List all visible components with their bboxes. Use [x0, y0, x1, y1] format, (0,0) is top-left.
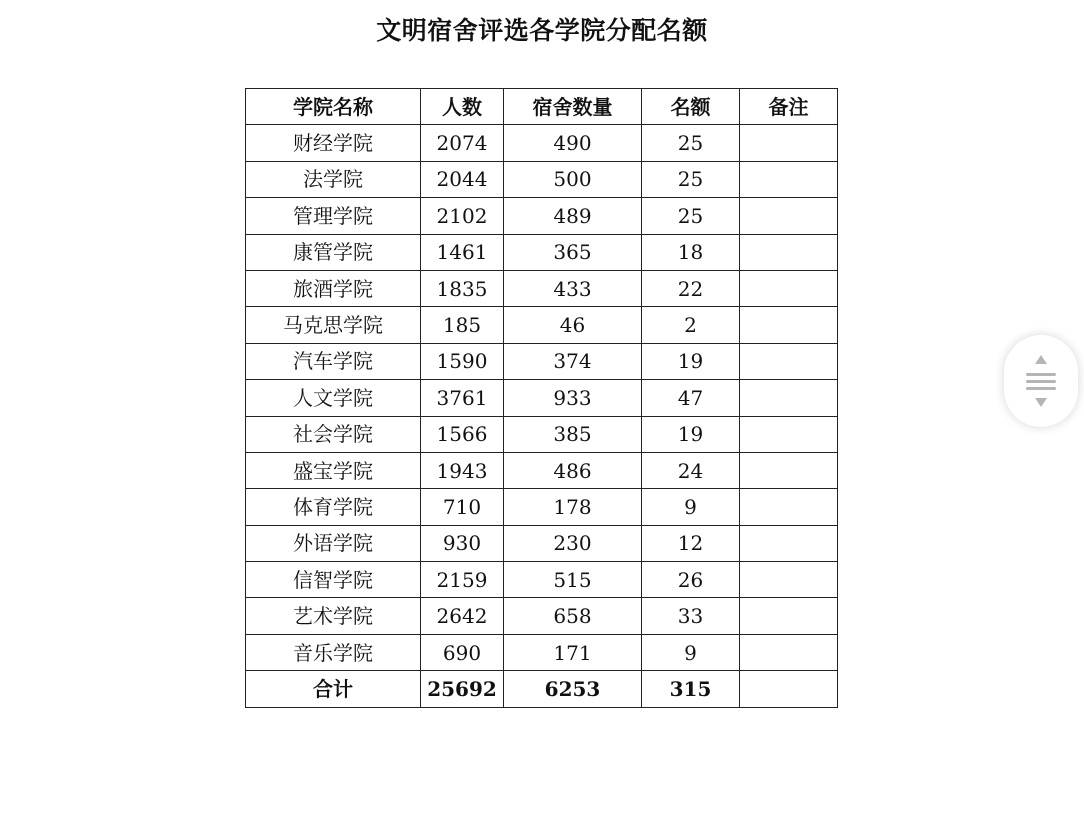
quota-cell: 19 — [642, 343, 740, 379]
college-name-cell: 信智学院 — [246, 562, 421, 598]
student-count-cell: 1461 — [421, 234, 504, 270]
student-count-cell: 2159 — [421, 562, 504, 598]
total-dorm-count: 6253 — [504, 671, 642, 707]
dorm-count-cell: 490 — [504, 125, 642, 161]
student-count-cell: 690 — [421, 634, 504, 670]
scroll-handle-icon — [1026, 355, 1056, 407]
college-name-cell: 人文学院 — [246, 380, 421, 416]
dorm-count-cell: 486 — [504, 452, 642, 488]
dorm-count-cell: 374 — [504, 343, 642, 379]
quota-cell: 26 — [642, 562, 740, 598]
quota-cell: 9 — [642, 489, 740, 525]
quota-cell: 33 — [642, 598, 740, 634]
remarks-cell — [740, 634, 838, 670]
remarks-cell — [740, 598, 838, 634]
student-count-cell: 930 — [421, 525, 504, 561]
college-name-cell: 康管学院 — [246, 234, 421, 270]
dorm-count-cell: 365 — [504, 234, 642, 270]
college-name-cell: 外语学院 — [246, 525, 421, 561]
student-count-cell: 2642 — [421, 598, 504, 634]
dorm-count-cell: 489 — [504, 198, 642, 234]
college-name-cell: 体育学院 — [246, 489, 421, 525]
scroll-handle[interactable] — [1004, 335, 1078, 427]
quota-cell: 18 — [642, 234, 740, 270]
remarks-cell — [740, 234, 838, 270]
dorm-count-cell: 385 — [504, 416, 642, 452]
remarks-cell — [740, 380, 838, 416]
table-row — [246, 452, 838, 488]
total-label: 合计 — [246, 671, 421, 707]
table-row — [246, 489, 838, 525]
remarks-cell — [740, 343, 838, 379]
quota-cell: 9 — [642, 634, 740, 670]
table-row — [246, 598, 838, 634]
table-row — [246, 161, 838, 197]
table-row — [246, 562, 838, 598]
college-name-cell: 汽车学院 — [246, 343, 421, 379]
student-count-cell: 185 — [421, 307, 504, 343]
header-dorm-count: 宿舍数量 — [504, 89, 642, 125]
remarks-cell — [740, 307, 838, 343]
quota-cell: 12 — [642, 525, 740, 561]
college-name-cell: 管理学院 — [246, 198, 421, 234]
quota-cell: 24 — [642, 452, 740, 488]
table-row — [246, 380, 838, 416]
table-header-row — [246, 89, 838, 125]
document-title: 文明宿舍评选各学院分配名额 — [376, 16, 708, 45]
quota-cell: 25 — [642, 161, 740, 197]
header-remarks: 备注 — [740, 89, 838, 125]
remarks-cell — [740, 562, 838, 598]
remarks-cell — [740, 198, 838, 234]
dorm-count-cell: 230 — [504, 525, 642, 561]
student-count-cell: 3761 — [421, 380, 504, 416]
remarks-cell — [740, 452, 838, 488]
remarks-cell — [740, 489, 838, 525]
header-student-count: 人数 — [421, 89, 504, 125]
table-row — [246, 234, 838, 270]
total-quota: 315 — [642, 671, 740, 707]
table-row — [246, 634, 838, 670]
quota-cell: 19 — [642, 416, 740, 452]
college-name-cell: 艺术学院 — [246, 598, 421, 634]
table-row — [246, 416, 838, 452]
student-count-cell: 1943 — [421, 452, 504, 488]
table-row — [246, 125, 838, 161]
header-quota: 名额 — [642, 89, 740, 125]
quota-cell: 22 — [642, 270, 740, 306]
table-row — [246, 270, 838, 306]
quota-table — [245, 88, 838, 708]
quota-cell: 2 — [642, 307, 740, 343]
header-college-name: 学院名称 — [246, 89, 421, 125]
table-row — [246, 307, 838, 343]
remarks-cell — [740, 270, 838, 306]
table-row — [246, 343, 838, 379]
college-name-cell: 音乐学院 — [246, 634, 421, 670]
dorm-count-cell: 46 — [504, 307, 642, 343]
table-body — [246, 125, 838, 707]
remarks-cell — [740, 525, 838, 561]
quota-cell: 47 — [642, 380, 740, 416]
student-count-cell: 710 — [421, 489, 504, 525]
college-name-cell: 盛宝学院 — [246, 452, 421, 488]
dorm-count-cell: 933 — [504, 380, 642, 416]
dorm-count-cell: 178 — [504, 489, 642, 525]
remarks-cell — [740, 161, 838, 197]
table-row — [246, 525, 838, 561]
dorm-count-cell: 500 — [504, 161, 642, 197]
college-name-cell: 旅酒学院 — [246, 270, 421, 306]
quota-cell: 25 — [642, 198, 740, 234]
total-student-count: 25692 — [421, 671, 504, 707]
dorm-count-cell: 433 — [504, 270, 642, 306]
remarks-cell — [740, 125, 838, 161]
table-row — [246, 198, 838, 234]
dorm-count-cell: 658 — [504, 598, 642, 634]
college-name-cell: 马克思学院 — [246, 307, 421, 343]
college-name-cell: 财经学院 — [246, 125, 421, 161]
remarks-cell — [740, 416, 838, 452]
total-remarks — [740, 671, 838, 707]
college-name-cell: 法学院 — [246, 161, 421, 197]
student-count-cell: 2102 — [421, 198, 504, 234]
total-row — [246, 671, 838, 707]
student-count-cell: 1590 — [421, 343, 504, 379]
student-count-cell: 1835 — [421, 270, 504, 306]
quota-cell: 25 — [642, 125, 740, 161]
student-count-cell: 2044 — [421, 161, 504, 197]
college-name-cell: 社会学院 — [246, 416, 421, 452]
dorm-count-cell: 171 — [504, 634, 642, 670]
dorm-count-cell: 515 — [504, 562, 642, 598]
student-count-cell: 2074 — [421, 125, 504, 161]
student-count-cell: 1566 — [421, 416, 504, 452]
